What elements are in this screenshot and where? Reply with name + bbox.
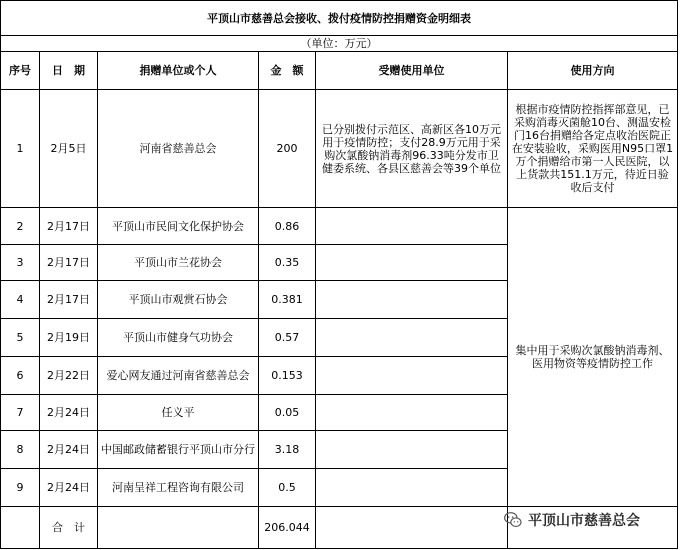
- table-title: 平顶山市慈善总会接收、拨付疫情防控捐赠资金明细表: [1, 1, 678, 36]
- cell-date: 2月17日: [40, 245, 98, 281]
- header-row: [1, 52, 678, 90]
- cell-donor: 平顶山市兰花协会: [98, 245, 259, 281]
- cell-recipient-empty: [316, 357, 508, 395]
- cell-amount: 0.153: [259, 357, 316, 395]
- cell-date: 2月19日: [40, 319, 98, 357]
- cell-seq: 7: [1, 395, 40, 431]
- cell-recipient-empty: [316, 319, 508, 357]
- cell-donor: 河南省慈善总会: [98, 90, 259, 208]
- cell-amount: 0.57: [259, 319, 316, 357]
- cell-donor: 爱心网友通过河南省慈善总会: [98, 357, 259, 395]
- cell-recipient: 已分别拨付示范区、高新区各10万元用于疫情防控；支付28.9万元用于采购次氯酸钠消毒剂96.33吨分发市卫健委系统、各县区慈善会等39个单位: [316, 90, 508, 208]
- table-row: [1, 208, 678, 245]
- cell-seq: 3: [1, 245, 40, 281]
- total-donor-empty: [98, 507, 259, 549]
- wechat-icon: [504, 512, 522, 528]
- cell-donor: 河南呈祥工程咨询有限公司: [98, 469, 259, 507]
- cell-recipient-empty: [316, 469, 508, 507]
- cell-recipient-empty: [316, 281, 508, 319]
- cell-seq: 1: [1, 90, 40, 208]
- cell-recipient-empty: [316, 208, 508, 245]
- cell-usage-merged: 集中用于采购次氯酸钠消毒剂、医用物资等疫情防控工作: [508, 208, 678, 507]
- header-amount: 金 额: [259, 52, 316, 90]
- unit-note: （单位：万元）: [1, 36, 678, 52]
- cell-amount: 0.86: [259, 208, 316, 245]
- cell-seq: 4: [1, 281, 40, 319]
- cell-date: 2月24日: [40, 395, 98, 431]
- cell-amount: 3.18: [259, 431, 316, 469]
- cell-donor: 中国邮政储蓄银行平顶山市分行: [98, 431, 259, 469]
- cell-seq: 5: [1, 319, 40, 357]
- cell-amount: 0.05: [259, 395, 316, 431]
- cell-date: 2月17日: [40, 281, 98, 319]
- cell-amount: 0.5: [259, 469, 316, 507]
- cell-donor: 平顶山市民间文化保护协会: [98, 208, 259, 245]
- cell-seq: 6: [1, 357, 40, 395]
- header-usage: 使用方向: [508, 52, 678, 90]
- cell-date: 2月17日: [40, 208, 98, 245]
- watermark-text: 平顶山市慈善总会: [528, 513, 640, 529]
- cell-donor: 任义平: [98, 395, 259, 431]
- cell-recipient-empty: [316, 245, 508, 281]
- cell-seq: 9: [1, 469, 40, 507]
- cell-date: 2月24日: [40, 469, 98, 507]
- total-recipient-empty: [316, 507, 508, 549]
- cell-amount: 200: [259, 90, 316, 208]
- total-seq-empty: [1, 507, 40, 549]
- cell-date: 2月5日: [40, 90, 98, 208]
- cell-date: 2月22日: [40, 357, 98, 395]
- cell-recipient-empty: [316, 431, 508, 469]
- cell-amount: 0.35: [259, 245, 316, 281]
- cell-date: 2月24日: [40, 431, 98, 469]
- wechat-watermark: [504, 510, 640, 530]
- cell-recipient-empty: [316, 395, 508, 431]
- cell-seq: 2: [1, 208, 40, 245]
- header-seq: 序号: [1, 52, 40, 90]
- header-recipient: 受赠使用单位: [316, 52, 508, 90]
- table-row: [1, 90, 678, 208]
- cell-donor: 平顶山市观赏石协会: [98, 281, 259, 319]
- header-date: 日 期: [40, 52, 98, 90]
- cell-usage: 根据市疫情防控指挥部意见，已采购消毒灭菌舱10台、测温安检门16台捐赠给各定点收治医院正在安装验收，采购医用N95口罩1万个捐赠给市第一人民医院，以上货款共151.1万元，待近日验收后支付: [508, 90, 678, 208]
- total-amount: 206.044: [259, 507, 316, 549]
- total-label: 合 计: [40, 507, 98, 549]
- header-donor: 捐赠单位或个人: [98, 52, 259, 90]
- cell-donor: 平顶山市健身气功协会: [98, 319, 259, 357]
- cell-amount: 0.381: [259, 281, 316, 319]
- cell-seq: 8: [1, 431, 40, 469]
